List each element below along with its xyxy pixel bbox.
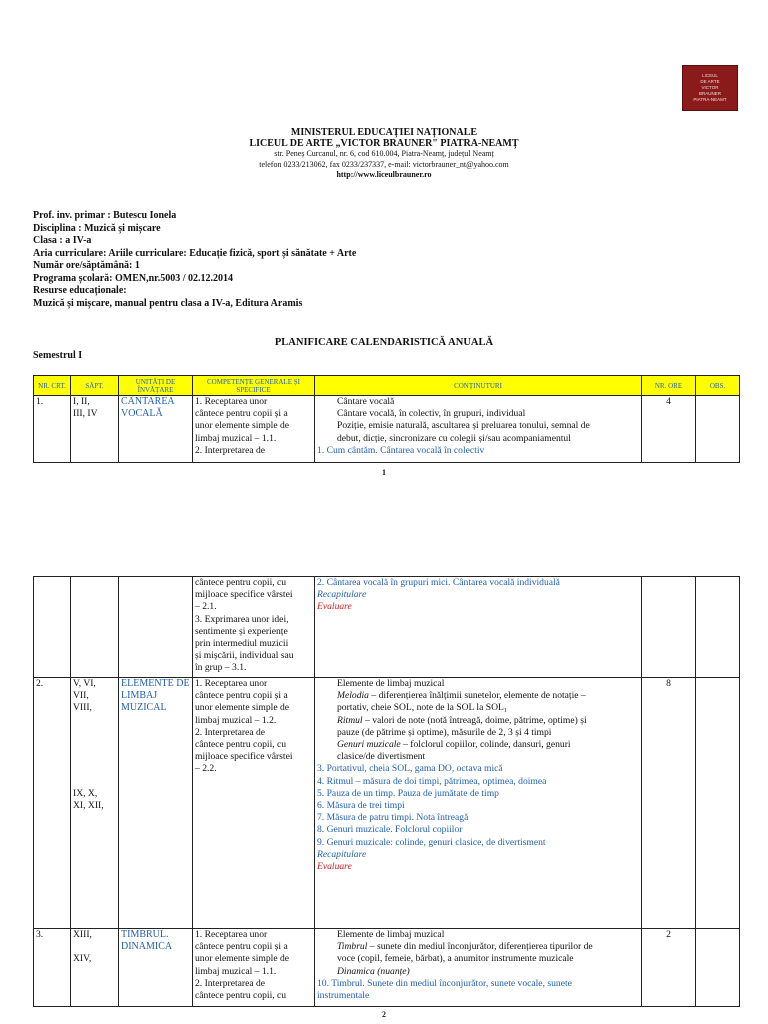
term-text: – folclorul copiilor, colinde, dansuri, genuri xyxy=(400,739,571,751)
term: Timbrul xyxy=(337,941,368,953)
lesson-item: 5. Pauza de un timp. Pauza de jumătate de timp xyxy=(317,787,499,799)
week-line: XI, XII, xyxy=(73,799,104,811)
competence-line: 2. Interpretarea de xyxy=(195,444,266,456)
competence-line: unor elemente simple de xyxy=(195,420,290,432)
lesson-item: 1. Cum cântăm. Cântarea vocală în colectiv xyxy=(317,444,485,456)
competence-line: cântece pentru copii, cu xyxy=(195,577,287,588)
recap-label: Recapitulare xyxy=(317,848,367,860)
page-number: 1 xyxy=(382,468,386,477)
content-line: pauze (de pătrime și optime), măsurile de 2, 3 și 4 timpi xyxy=(337,726,552,738)
competence-line: – 2.2. xyxy=(195,763,217,775)
plan-title: PLANIFICARE CALENDARISTICĂ ANUALĂ xyxy=(274,337,494,348)
header-nr: NR. CRT. xyxy=(34,376,71,396)
term-text: – valori de note (notă întreagă, doime, pătrime, optime) și xyxy=(362,714,587,726)
lesson-item: 4. Ritmul – măsura de doi timpi, pătrimea, optimea, doimea xyxy=(317,775,547,787)
page-number: 2 xyxy=(382,1010,386,1019)
competence-line: 3. Exprimarea unor idei, xyxy=(195,613,289,625)
row-contents xyxy=(315,577,642,678)
competence-line: – 2.1. xyxy=(195,601,217,613)
competence-line: cântece pentru copii și a xyxy=(195,941,288,953)
table-row xyxy=(34,678,740,929)
lesson-item: 6. Măsura de trei timpi xyxy=(317,800,405,812)
content-line xyxy=(317,739,639,751)
competence-line: 1. Receptarea unor xyxy=(195,678,268,689)
competence-line: și mișcării, individual sau xyxy=(195,650,294,662)
discipline: Disciplina : Muzică și mișcare xyxy=(33,222,161,234)
header-hours: NR. ORE xyxy=(642,376,696,396)
lesson-item: 10. Timbrul. Sunete din mediul înconjurător, sunete vocale, sunete xyxy=(317,977,572,989)
competence-line: unor elemente simple de xyxy=(195,702,290,714)
school-address: str. Peneș Curcanul, nr. 6, cod 610.004, Piatra-Neamț, județul Neamț xyxy=(274,149,494,158)
row-hours: 8 xyxy=(642,678,696,929)
row-unit: ELEMENTE DE LIMBAJ MUZICAL xyxy=(119,678,193,929)
plan-table-page-1 xyxy=(33,375,740,463)
row-weeks xyxy=(71,396,119,463)
content-line: Poziție, emisie naturală, ascultarea și preluarea tonului, semnal de xyxy=(337,420,590,432)
competence-line: cântece pentru copii și a xyxy=(195,408,288,420)
week-line: VII, xyxy=(73,690,89,702)
row-weeks xyxy=(71,929,119,1007)
resources: Muzică și mișcare, manual pentru clasa a IV-a, Editura Aramis xyxy=(33,297,303,309)
table-row xyxy=(34,929,740,1007)
lesson-item: instrumentale xyxy=(317,990,370,1002)
document-header xyxy=(0,128,768,181)
header-contents: CONȚINUTURI xyxy=(315,376,642,396)
row-number: 3. xyxy=(34,929,71,1007)
logo-line: PIATRA-NEAMT xyxy=(693,97,727,102)
row-unit: CÂNTAREA VOCALĂ xyxy=(119,396,193,463)
ministry-name: MINISTERUL EDUCAȚIEI NAȚIONALE xyxy=(290,127,478,138)
evaluation-label: Evaluare xyxy=(317,601,352,613)
row-weeks xyxy=(71,577,119,678)
semester-label: Semestrul I xyxy=(33,350,83,361)
row-obs xyxy=(696,929,740,1007)
school-program: Programa școlară: OMEN,nr.5003 / 02.12.2014 xyxy=(33,272,233,284)
logo-line: DE ARTE xyxy=(700,79,720,84)
competence-line: cântece pentru copii, cu xyxy=(195,990,287,1002)
week-line: XIII, xyxy=(73,929,92,940)
content-line xyxy=(317,715,639,727)
row-hours: 4 xyxy=(642,396,696,463)
row-competences xyxy=(193,396,315,463)
term: Ritmul xyxy=(337,714,363,726)
row-obs xyxy=(696,678,740,929)
table-header-row xyxy=(34,376,740,396)
competence-line: limbaj muzical – 1.2. xyxy=(195,714,277,726)
row-weeks xyxy=(71,678,119,929)
evaluation-label: Evaluare xyxy=(317,861,352,873)
logo-line: BRAUNER xyxy=(698,91,721,96)
lesson-item: 3. Portativul, cheia SOL, gama DO, octava mică xyxy=(317,763,503,775)
row-competences xyxy=(193,929,315,1007)
course-info xyxy=(33,210,356,310)
row-competences xyxy=(193,678,315,929)
plan-table-page-2 xyxy=(33,576,740,1007)
recap-label: Recapitulare xyxy=(317,589,367,601)
week-line: IX, X, xyxy=(73,787,98,799)
logo-line: VICTOR xyxy=(701,85,719,90)
competence-line: prin intermediul muzicii xyxy=(195,638,289,650)
row-number: 1. xyxy=(34,396,71,463)
week-line: I, II, xyxy=(73,396,90,407)
competence-line: cântece pentru copii, cu xyxy=(195,739,287,751)
weekly-hours: Număr ore/săptămână: 1 xyxy=(33,260,140,271)
row-unit: TIMBRUL. DINAMICA xyxy=(119,929,193,1007)
week-line: XIV, xyxy=(73,953,92,965)
teacher-name: Prof. inv. primar : Butescu Ionela xyxy=(33,210,177,221)
header-obs: OBS. xyxy=(696,376,740,396)
row-obs xyxy=(696,577,740,678)
content-heading: Elemente de limbaj muzical xyxy=(337,929,445,940)
content-line xyxy=(317,941,639,953)
content-line xyxy=(317,690,639,702)
competence-line: 1. Receptarea unor xyxy=(195,396,268,407)
term: Genuri muzicale xyxy=(337,739,401,751)
row-competences xyxy=(193,577,315,678)
content-line: debut, dicție, sincronizare cu colegii și/sau acompaniamentul xyxy=(337,432,571,444)
competence-line: limbaj muzical – 1.1. xyxy=(195,432,277,444)
resources-label: Resurse educaționale: xyxy=(33,285,127,296)
lesson-item: 9. Genuri muzicale: colinde, genuri clasice, de divertisment xyxy=(317,836,546,848)
competence-line: cântece pentru copii și a xyxy=(195,690,288,702)
row-contents xyxy=(315,678,642,929)
header-weeks: SĂPT. xyxy=(71,376,119,396)
row-number xyxy=(34,577,71,678)
lesson-item: 8. Genuri muzicale. Folclorul copiilor xyxy=(317,824,463,836)
competence-line: mijloace specifice vârstei xyxy=(195,589,293,601)
row-hours: 2 xyxy=(642,929,696,1007)
logo-line: LICEUL xyxy=(702,73,718,78)
row-unit xyxy=(119,577,193,678)
row-contents xyxy=(315,396,642,463)
curricular-area: Aria curriculare: Ariile curriculare: Educație fizică, sport și sănătate + Arte xyxy=(33,247,357,259)
week-line: III, IV xyxy=(73,408,98,420)
competence-line: 2. Interpretarea de xyxy=(195,726,266,738)
content-heading: Elemente de limbaj muzical xyxy=(337,678,445,689)
term-text: – diferențierea înălțimii sunetelor, elemente de notație – xyxy=(368,690,586,702)
content-line: voce (copil, femeie, bărbat), a anumitor instrumente muzicale xyxy=(337,953,574,965)
row-obs xyxy=(696,396,740,463)
lesson-item: 2. Cântarea vocală în grupuri mici. Cântarea vocală individuală xyxy=(317,577,560,588)
term: Melodia xyxy=(337,690,369,702)
school-website: http://www.liceulbrauner.ro xyxy=(336,170,432,179)
competence-line: sentimente și experiențe xyxy=(195,625,288,637)
row-hours xyxy=(642,577,696,678)
class: Clasa : a IV-a xyxy=(33,235,92,246)
lesson-item: 7. Măsura de patru timpi. Nota întreagă xyxy=(317,812,469,824)
content-line: Cântare vocală, în colectiv, în grupuri, individual xyxy=(337,408,526,420)
term-text: – sunete din mediul înconjurător, diferențierea tipurilor de xyxy=(367,941,593,953)
header-unit: UNITĂȚI DE ÎNVĂȚARE xyxy=(119,376,193,396)
school-name: LICEUL DE ARTE „VICTOR BRAUNER" PIATRA-NEAMȚ xyxy=(249,137,519,149)
header-competences: COMPETENȚE GENERALE ȘI SPECIFICE xyxy=(193,376,315,396)
content-heading: Cântare vocală xyxy=(337,396,395,407)
week-line: VIII, xyxy=(73,702,92,714)
competence-line: 1. Receptarea unor xyxy=(195,929,268,940)
content-line: Dinamica (nuanțe) xyxy=(337,965,410,977)
week-line: V, VI, xyxy=(73,678,96,689)
competence-line: limbaj muzical – 1.1. xyxy=(195,965,277,977)
table-row xyxy=(34,396,740,463)
competence-line: mijloace specifice vârstei xyxy=(195,751,293,763)
competence-line: unor elemente simple de xyxy=(195,953,290,965)
school-logo xyxy=(682,65,738,111)
competence-line: în grup – 3.1. xyxy=(195,662,247,674)
row-contents xyxy=(315,929,642,1007)
table-row xyxy=(34,577,740,678)
row-number: 2. xyxy=(34,678,71,929)
content-line: portativ, cheie SOL, note de la SOL la SOL₁ xyxy=(337,702,508,714)
school-contact: telefon 0233/213062, fax 0233/237337, e-mail: victorbrauner_nt@yahoo.com xyxy=(259,159,509,169)
content-line: clasice/de divertisment xyxy=(337,751,426,763)
competence-line: 2. Interpretarea de xyxy=(195,977,266,989)
